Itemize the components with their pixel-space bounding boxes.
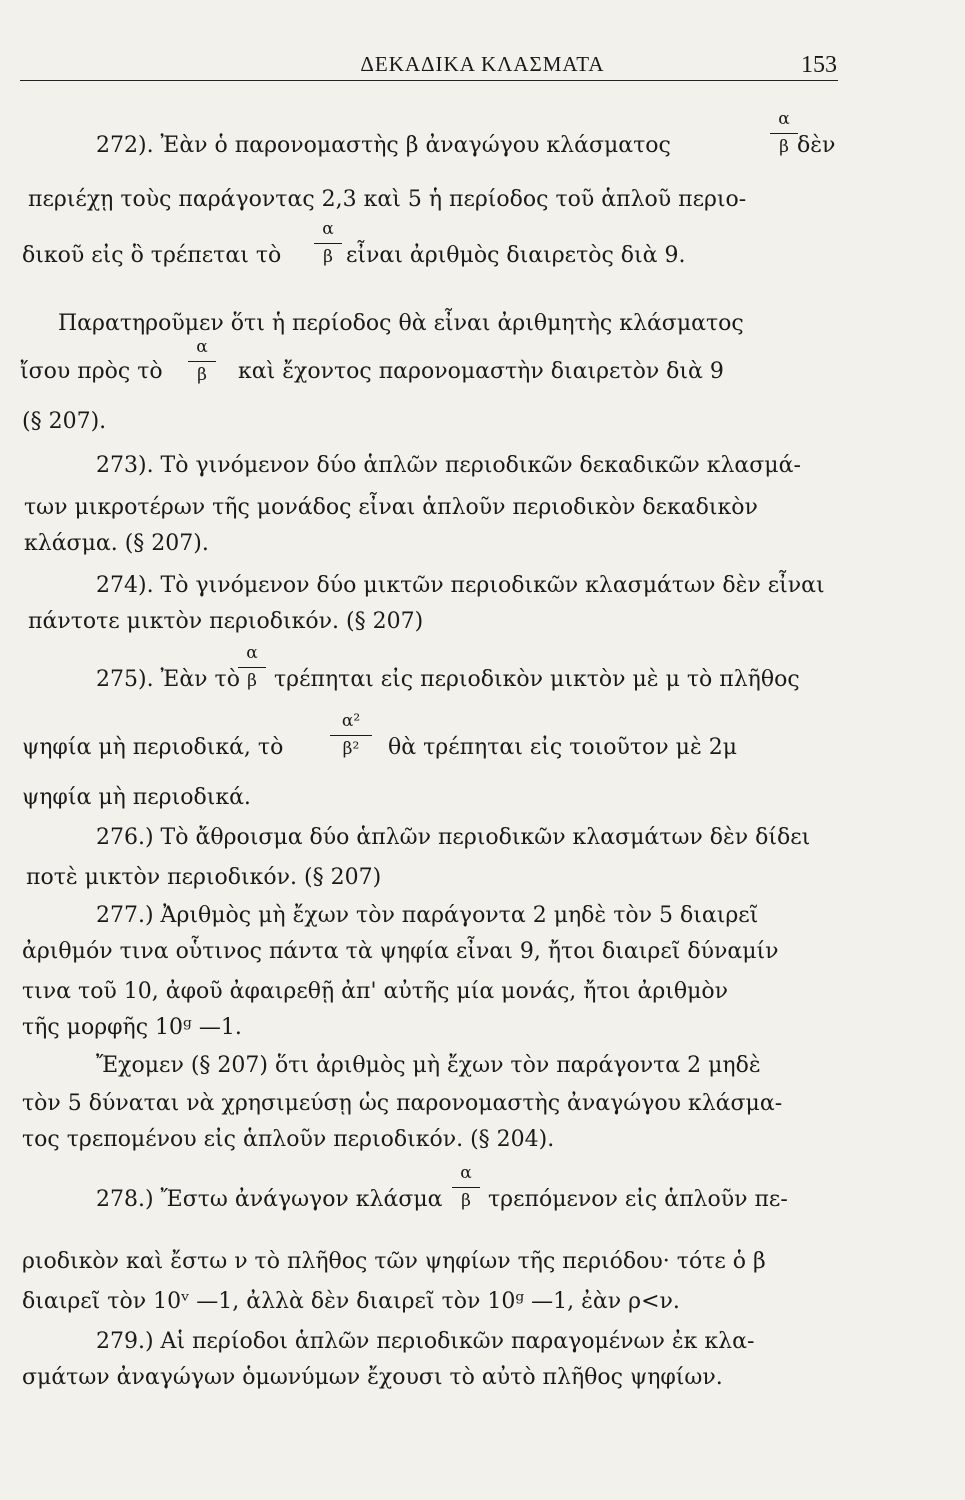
text-line [0, 1046, 965, 1086]
text-segment: ψηφία μὴ περιοδικά. [22, 785, 251, 810]
text-line [0, 304, 965, 344]
text-line [0, 778, 965, 818]
text-line [0, 1322, 965, 1362]
fraction-numerator: α [778, 109, 790, 129]
text-segment: 272). Ἐὰν ὁ παρονομαστὴς β ἀναγώγου κλάσματος [96, 133, 671, 158]
fraction-numerator: α² [341, 711, 361, 731]
fraction-denominator: β [197, 365, 207, 385]
text-segment: τινα τοῦ 10, ἀφοῦ ἀφαιρεθῇ ἀπ' αὐτῆς μία μονάς, ἤτοι ἀριθμὸν [22, 979, 729, 1004]
text-segment: τρεπόμενον εἰς ἁπλοῦν πε- [488, 1187, 788, 1212]
fraction-alpha-beta [314, 220, 342, 280]
fraction-denominator: β [779, 137, 789, 157]
text-segment: ἀριθμόν τινα οὗτινος πάντα τὰ ψηφία εἶναι 9, ἤτοι διαιρεῖ δύναμίν [22, 939, 779, 964]
text-segment: καὶ ἔχοντος παρονομαστὴν διαιρετὸν διὰ 9 [238, 359, 724, 384]
text-segment: (§ 207). [22, 409, 107, 434]
text-line [0, 932, 965, 972]
page-number: 153 [801, 52, 837, 78]
text-line [0, 352, 965, 392]
text-segment: 275). Ἐὰν τὸ [96, 667, 240, 692]
text-line [0, 1282, 965, 1322]
text-segment: δὲν [797, 133, 836, 158]
text-line [0, 402, 965, 442]
fraction-denominator: β [461, 1191, 471, 1211]
text-segment: διαιρεῖ τὸν 10ᵛ —1, ἀλλὰ δὲν διαιρεῖ τὸν 10ᵍ —1, ἐὰν ρ<ν. [22, 1289, 680, 1314]
text-segment: τῆς μορφῆς 10ᵍ —1. [22, 1015, 242, 1040]
text-line [0, 180, 965, 220]
text-segment: Ἔχομεν (§ 207) ὅτι ἀριθμὸς μὴ ἔχων τὸν παράγοντα 2 μηδὲ [96, 1053, 761, 1078]
text-segment: 279.) Αἱ περίοδοι ἁπλῶν περιοδικῶν παραγομένων ἐκ κλα- [96, 1329, 755, 1354]
text-segment: εἶναι ἀριθμὸς διαιρετὸς διὰ 9. [346, 243, 686, 268]
text-segment: σμάτων ἀναγώγων ὁμωνύμων ἔχουσι τὸ αὐτὸ πλῆθος ψηφίων. [22, 1365, 723, 1390]
fraction-bar [188, 361, 216, 362]
fraction-alpha-beta [770, 110, 798, 170]
fraction-alpha-beta [188, 338, 216, 398]
text-line [0, 566, 965, 606]
text-segment: κλάσμα. (§ 207). [24, 531, 209, 556]
text-segment: των μικροτέρων τῆς μονάδος εἶναι ἁπλοῦν περιοδικὸν δεκαδικὸν [24, 495, 758, 520]
fraction-bar [330, 735, 372, 736]
text-segment: 276.) Τὸ ἄθροισμα δύο ἁπλῶν περιοδικῶν κλασμάτων δὲν δίδει [96, 825, 811, 850]
fraction-bar [314, 243, 342, 244]
text-line [0, 1242, 965, 1282]
text-segment: τὸν 5 δύναται νὰ χρησιμεύσῃ ὡς παρονομαστὴς ἀναγώγου κλάσμα- [22, 1091, 783, 1116]
fraction-numerator: α [246, 643, 258, 663]
text-line [0, 446, 965, 486]
text-line [0, 818, 965, 858]
text-line [0, 236, 965, 276]
text-line [0, 1180, 965, 1220]
running-title: ΔΕΚΑΔΙΚΑ ΚΛΑΣΜΑΤΑ [360, 52, 605, 76]
text-segment: πάντοτε μικτὸν περιοδικόν. (§ 207) [28, 609, 424, 634]
fraction-alpha-beta [238, 644, 266, 704]
text-line [0, 602, 965, 642]
text-line [0, 728, 965, 768]
text-segment: τρέπηται εἰς περιοδικὸν μικτὸν μὲ μ τὸ πλῆθος [274, 667, 800, 692]
text-segment: 277.) Ἀριθμὸς μὴ ἔχων τὸν παράγοντα 2 μηδὲ τὸν 5 διαιρεῖ [96, 903, 759, 928]
fraction-denominator: β² [342, 739, 360, 759]
text-line [0, 858, 965, 898]
text-segment: τος τρεπομένου εἰς ἁπλοῦν περιοδικόν. (§ 204). [22, 1127, 555, 1152]
fraction-bar [238, 667, 266, 668]
fraction-denominator: β [247, 671, 257, 691]
fraction-bar [452, 1187, 480, 1188]
text-segment: 274). Τὸ γινόμενον δύο μικτῶν περιοδικῶν κλασμάτων δὲν εἶναι [96, 573, 825, 598]
text-line [0, 126, 965, 166]
header-rule [20, 80, 838, 81]
text-segment: ριοδικὸν καὶ ἔστω ν τὸ πλῆθος τῶν ψηφίων τῆς περιόδου· τότε ὁ β [22, 1249, 766, 1274]
text-line [0, 524, 965, 564]
text-segment: θὰ τρέπηται εἰς τοιοῦτον μὲ 2μ [388, 735, 738, 760]
text-line [0, 1120, 965, 1160]
text-segment: 273). Τὸ γινόμενον δύο ἁπλῶν περιοδικῶν δεκαδικῶν κλασμά- [96, 453, 801, 478]
text-line [0, 1084, 965, 1124]
text-segment: Παρατηροῦμεν ὅτι ἡ περίοδος θὰ εἶναι ἀριθμητὴς κλάσματος [58, 311, 744, 336]
text-line [0, 660, 965, 700]
text-segment: 278.) Ἔστω ἀνάγωγον κλάσμα [96, 1187, 443, 1212]
text-segment: δικοῦ εἰς ὃ τρέπεται τὸ [22, 243, 282, 268]
text-line [0, 972, 965, 1012]
text-line [0, 896, 965, 936]
text-line [0, 1358, 965, 1398]
text-segment: ψηφία μὴ περιοδικά, τὸ [22, 735, 284, 760]
running-header [0, 52, 965, 82]
fraction-alpha-sq-beta-sq [330, 712, 372, 772]
fraction-bar [770, 133, 798, 134]
text-segment: ἴσου πρὸς τὸ [20, 359, 163, 384]
fraction-denominator: β [323, 247, 333, 267]
text-line [0, 488, 965, 528]
fraction-numerator: α [460, 1163, 472, 1183]
fraction-numerator: α [322, 219, 334, 239]
fraction-numerator: α [196, 337, 208, 357]
fraction-alpha-beta [452, 1164, 480, 1224]
text-segment: ποτὲ μικτὸν περιοδικόν. (§ 207) [26, 865, 382, 890]
text-segment: περιέχῃ τοὺς παράγοντας 2,3 καὶ 5 ἡ περίοδος τοῦ ἁπλοῦ περιο- [28, 187, 747, 212]
text-line [0, 1008, 965, 1048]
